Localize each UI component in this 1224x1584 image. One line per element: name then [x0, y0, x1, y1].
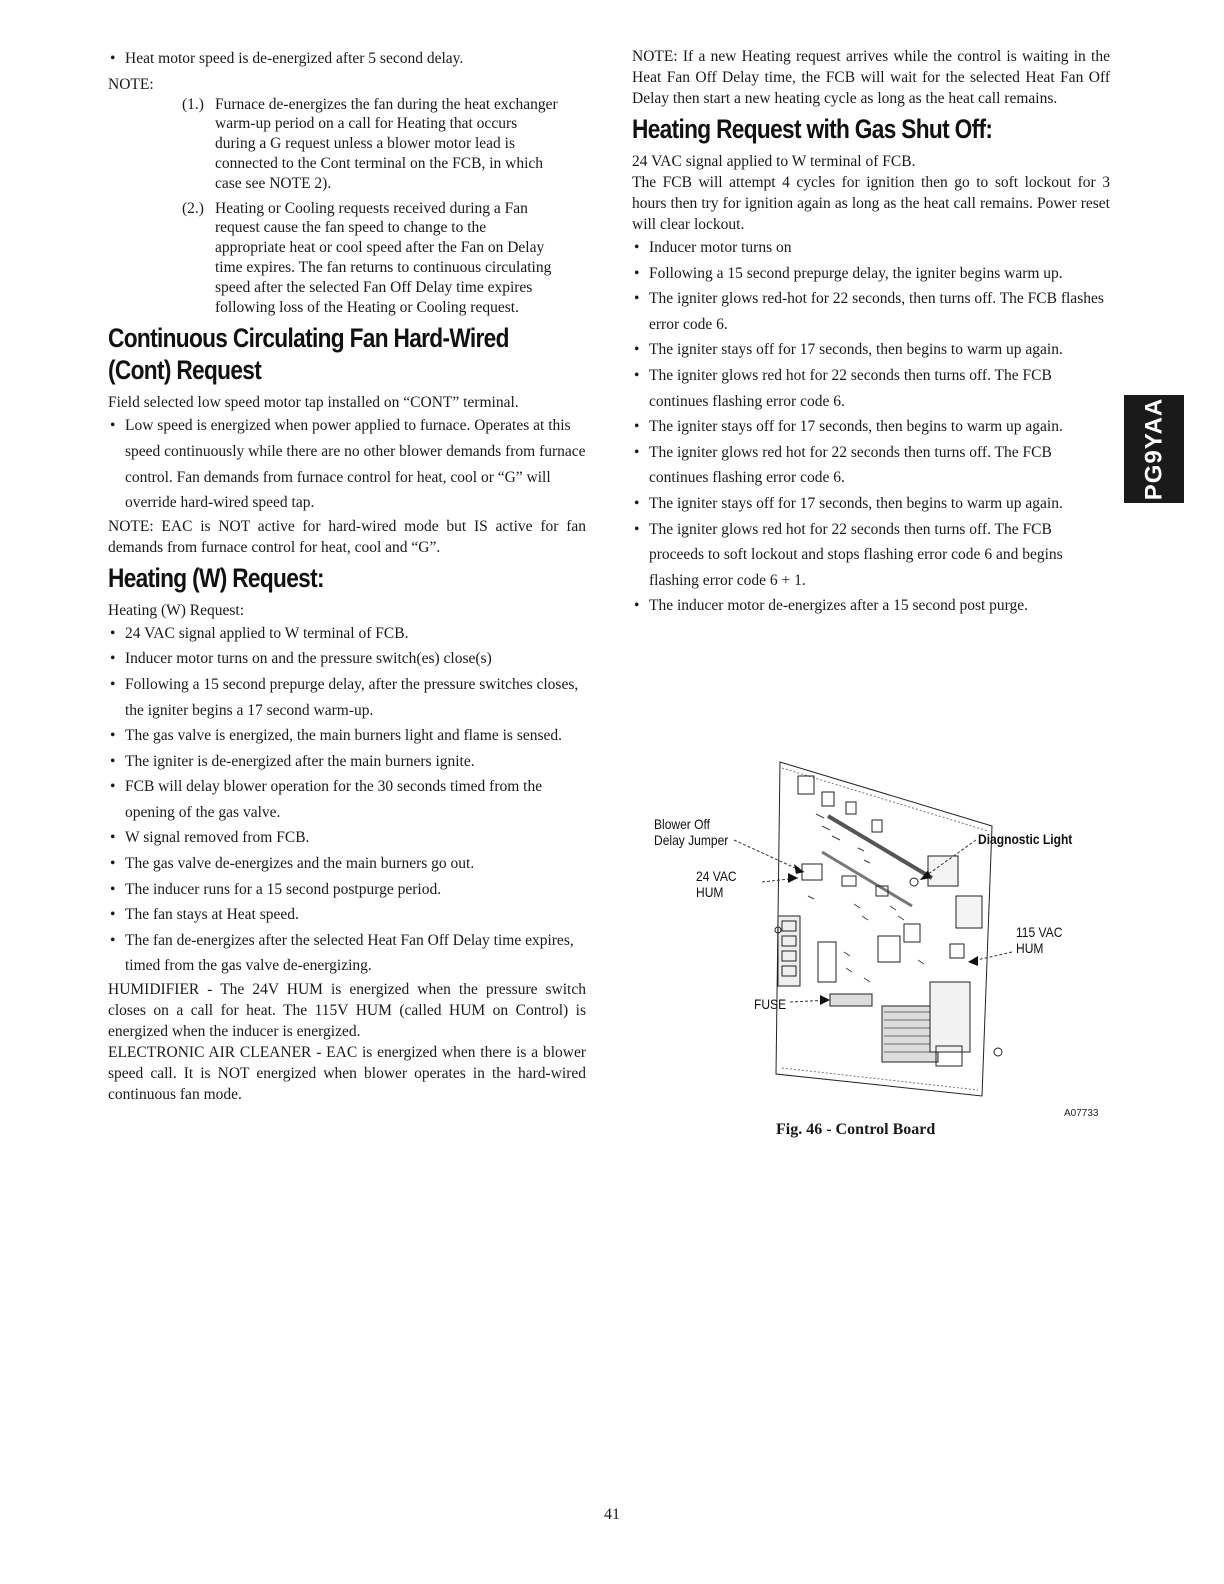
top-bullet-list	[108, 46, 586, 72]
list-item: • The gas valve de-energizes and the main burners go out.	[108, 851, 586, 877]
section-heading-gas-shutoff: Heating Request with Gas Shut Off:	[632, 114, 993, 144]
heating-intro: Heating (W) Request:	[108, 601, 245, 619]
note-item	[182, 95, 560, 194]
label-115vac-hum: HUM	[1016, 940, 1044, 956]
list-item: • The gas valve is energized, the main burners light and flame is sensed.	[108, 723, 586, 749]
label-24vac-hum: HUM	[696, 884, 724, 900]
list-item: • The igniter glows red hot for 22 seconds then turns off. The FCB proceeds to soft lockout and stops flashing error code 6 and begins flashing error code 6 + 1.	[632, 517, 1110, 594]
page-number: 41	[604, 1506, 620, 1523]
label-fuse: FUSE	[754, 996, 787, 1012]
note-text: Heating or Cooling requests received during a Fan request cause the fan speed to change to the appropriate heat or cool speed after the Fan on Delay time expires. The fan returns to continuous circulating speed after the selected Fan Off Delay time expires following loss of the Heating or Cooling request.	[215, 199, 552, 316]
list-item: • Following a 15 second prepurge delay, the igniter begins warm up.	[632, 261, 1110, 287]
heating-bullet-list	[108, 621, 586, 979]
list-item: • The igniter stays off for 17 seconds, then begins to warm up again.	[632, 414, 1110, 440]
relay	[928, 856, 958, 886]
list-item: • Inducer motor turns on	[632, 235, 1110, 261]
right-column	[632, 46, 1110, 619]
gas-shutoff-line2: The FCB will attempt 4 cycles for ignition then go to soft lockout for 3 hours then try for ignition again as long as the heat call remains. Power reset will clear lockout.	[632, 174, 1110, 233]
list-item: • 24 VAC signal applied to W terminal of FCB.	[108, 621, 586, 647]
list-item: • The igniter stays off for 17 seconds, then begins to warm up again.	[632, 337, 1110, 363]
gas-shutoff-line1: 24 VAC signal applied to W terminal of FCB.	[632, 153, 916, 170]
label-115vac: 115 VAC	[1016, 924, 1063, 940]
list-item: • The igniter is de-energized after the main burners ignite.	[108, 749, 586, 775]
list-item: • The fan de-energizes after the selected Heat Fan Off Delay time expires, timed from the gas valve de-energizing.	[108, 928, 586, 979]
relay	[956, 896, 982, 928]
label-blower-off: Blower Off	[654, 816, 710, 832]
note-number: (1.)	[182, 95, 204, 113]
heading-line: (Cont) Request	[108, 355, 262, 386]
list-item: • The inducer motor de-energizes after a 15 second post purge.	[632, 593, 1110, 619]
gas-shutoff-bullet-list	[632, 235, 1110, 619]
label-delay-jumper: Delay Jumper	[654, 832, 729, 848]
side-tab-label: PG9YAA	[1140, 397, 1167, 501]
list-item: • The igniter glows red hot for 22 seconds then turns off. The FCB continues flashing error code 6.	[632, 440, 1110, 491]
section-heading-heating: Heating (W) Request:	[108, 562, 324, 593]
list-item: • The igniter glows red-hot for 22 seconds, then turns off. The FCB flashes error code 6.	[632, 286, 1110, 337]
cont-bullet-list	[108, 413, 586, 515]
section-heading-cont	[108, 322, 510, 386]
heat-fan-note: NOTE: If a new Heating request arrives while the control is waiting in the Heat Fan Off Delay time, the FCB will wait for the selected Heat Fan Off Delay then start a new heating cycle as long as the heat call remains.	[632, 48, 1110, 107]
list-item: • Following a 15 second prepurge delay, after the pressure switches closes, the igniter begins a 17 second warm-up.	[108, 672, 586, 723]
note-number: (2.)	[182, 199, 204, 217]
control-board-figure	[632, 756, 1110, 1146]
list-item: • The igniter stays off for 17 seconds, then begins to warm up again.	[632, 491, 1110, 517]
diagnostic-led	[910, 878, 918, 886]
note-text: Furnace de-energizes the fan during the heat exchanger warm-up period on a call for Heating that occurs during a G request unless a blower motor lead is connected to the Cont terminal on the FCB, in which case see NOTE 2).	[215, 95, 558, 192]
label-diagnostic-light: Diagnostic Light	[978, 831, 1073, 847]
figure-caption: Fig. 46 - Control Board	[776, 1121, 936, 1138]
note-label: NOTE:	[108, 75, 154, 93]
figure-id: A07733	[1064, 1108, 1099, 1119]
numbered-notes	[108, 95, 586, 318]
cont-note: NOTE: EAC is NOT active for hard-wired mode but IS active for fan demands from furnace control for heat, cool and “G”.	[108, 517, 586, 556]
list-item: • Low speed is energized when power applied to furnace. Operates at this speed continuously while there are no other blower demands from furnace control. Fan demands from furnace control for heat, cool or “G” will override hard-wired speed tap.	[108, 413, 586, 515]
label-24vac: 24 VAC	[696, 868, 737, 884]
list-item: • FCB will delay blower operation for the 30 seconds timed from the opening of the gas valve.	[108, 774, 586, 825]
list-item: • The igniter glows red hot for 22 seconds then turns off. The FCB continues flashing error code 6.	[632, 363, 1110, 414]
side-tab	[1124, 395, 1184, 503]
list-item: • Inducer motor turns on and the pressure switch(es) close(s)	[108, 646, 586, 672]
heading-line: Continuous Circulating Fan Hard-Wired	[108, 323, 509, 354]
list-item: • The inducer runs for a 15 second postpurge period.	[108, 877, 586, 903]
fuse	[830, 994, 872, 1006]
note-item	[182, 199, 560, 318]
list-item: • Heat motor speed is de-energized after 5 second delay.	[108, 46, 586, 72]
list-item: • W signal removed from FCB.	[108, 825, 586, 851]
left-column	[108, 46, 586, 1105]
list-item: • The fan stays at Heat speed.	[108, 902, 586, 928]
cont-intro: Field selected low speed motor tap installed on “CONT” terminal.	[108, 394, 519, 412]
humidifier-paragraph: HUMIDIFIER - The 24V HUM is energized when the pressure switch closes on a call for heat. The 115V HUM (called HUM on Control) is energized when the inducer is energized.	[108, 981, 586, 1041]
eac-paragraph: ELECTRONIC AIR CLEANER - EAC is energized when there is a blower speed call. It is NOT energized when blower operates in the hard-wired continuous fan mode.	[108, 1044, 586, 1104]
